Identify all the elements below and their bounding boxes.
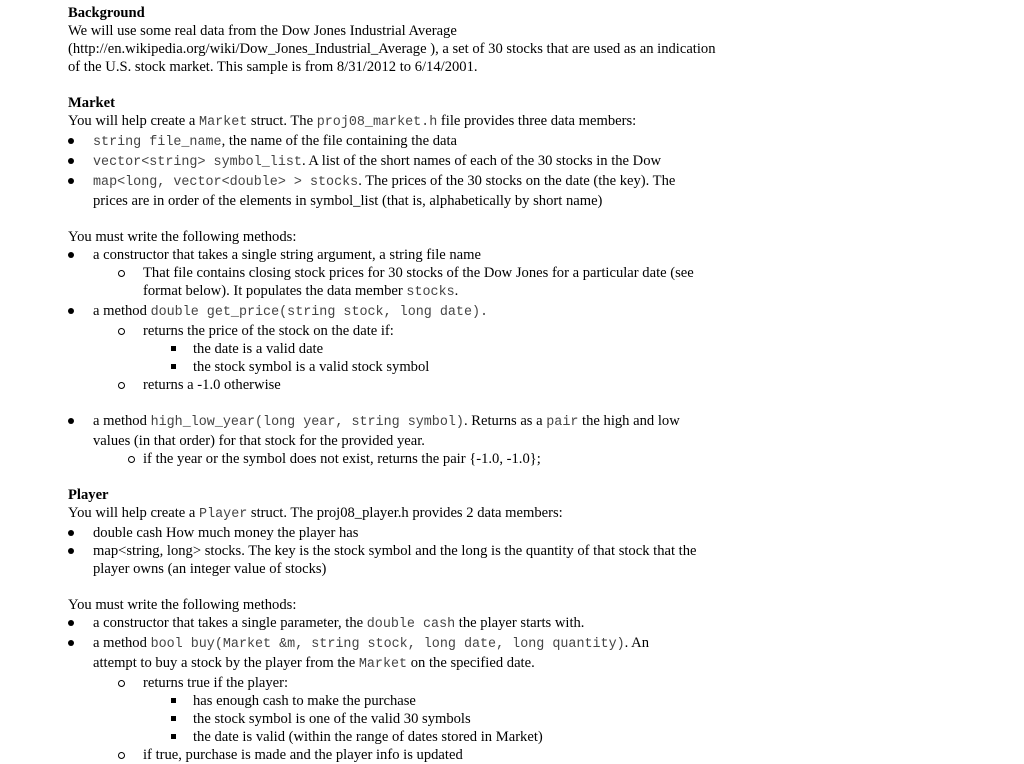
- square-bullet-icon: [171, 716, 176, 721]
- buy-sub2: if true, purchase is made and the player info is updated: [68, 746, 768, 764]
- market-member-symbol-list: vector<string> symbol_list. A list of the short names of each of the 30 stocks in the Dow: [68, 152, 768, 172]
- bullet-icon: [68, 138, 74, 144]
- circle-bullet-icon: [118, 328, 125, 335]
- square-bullet-icon: [171, 346, 176, 351]
- bullet-icon: [68, 620, 74, 626]
- circle-bullet-icon: [118, 382, 125, 389]
- bullet-icon: [68, 252, 74, 258]
- market-get-price: a method double get_price(string stock, long date).: [68, 302, 768, 322]
- buy-sub1: returns true if the player:: [68, 674, 768, 692]
- player-buy-cont: attempt to buy a stock by the player from the Market on the specified date.: [93, 655, 535, 672]
- market-member-file-name: string file_name, the name of the file containing the data: [68, 132, 768, 152]
- player-methods-intro: You must write the following methods:: [68, 597, 297, 613]
- square-bullet-icon: [171, 364, 176, 369]
- player-heading: Player: [68, 487, 109, 503]
- player-buy: a method bool buy(Market &m, string stock, long date, long quantity). An: [68, 634, 768, 654]
- bullet-icon: [68, 530, 74, 536]
- player-ctor: a constructor that takes a single parameter, the double cash the player starts with.: [68, 614, 768, 634]
- document-page: [68, 4, 768, 764]
- circle-bullet-icon: [118, 270, 125, 277]
- get-price-sub2: returns a -1.0 otherwise: [68, 376, 768, 394]
- bullet-icon: [68, 158, 74, 164]
- market-high-low-year: a method high_low_year(long year, string symbol). Returns as a pair the high and low: [68, 412, 768, 432]
- buy-cond-2: the stock symbol is one of the valid 30 symbols: [68, 710, 768, 728]
- circle-bullet-icon: [128, 456, 135, 463]
- background-line-2: (http://en.wikipedia.org/wiki/Dow_Jones_Industrial_Average ), a set of 30 stocks that are used as an indication: [68, 41, 716, 57]
- bullet-icon: [68, 418, 74, 424]
- bullet-icon: [68, 548, 74, 554]
- player-member-stocks-cont: player owns (an integer value of stocks): [93, 561, 327, 577]
- high-low-cont: values (in that order) for that stock for the provided year.: [93, 433, 425, 449]
- bullet-icon: [68, 640, 74, 646]
- background-line-3: of the U.S. stock market. This sample is from 8/31/2012 to 6/14/2001.: [68, 59, 478, 75]
- market-member-stocks-cont: prices are in order of the elements in symbol_list (that is, alphabetically by short name): [93, 193, 603, 209]
- buy-cond-1: has enough cash to make the purchase: [68, 692, 768, 710]
- market-methods-intro: You must write the following methods:: [68, 229, 297, 245]
- high-low-sub: if the year or the symbol does not exist, returns the pair {-1.0, -1.0};: [68, 450, 768, 468]
- square-bullet-icon: [171, 698, 176, 703]
- bullet-icon: [68, 178, 74, 184]
- get-price-cond-1: the date is a valid date: [68, 340, 768, 358]
- player-intro: You will help create a Player struct. The proj08_player.h provides 2 data members:: [68, 505, 563, 522]
- background-line-1: We will use some real data from the Dow Jones Industrial Average: [68, 23, 457, 39]
- background-heading: Background: [68, 5, 145, 21]
- market-ctor-sub: That file contains closing stock prices for 30 stocks of the Dow Jones for a particular date (see: [68, 264, 768, 282]
- buy-cond-3: the date is valid (within the range of dates stored in Market): [68, 728, 768, 746]
- player-member-stocks: map<string, long> stocks. The key is the stock symbol and the long is the quantity of that stock that the: [68, 542, 768, 560]
- circle-bullet-icon: [118, 752, 125, 759]
- market-heading: Market: [68, 95, 116, 111]
- market-intro: You will help create a Market struct. The proj08_market.h file provides three data members:: [68, 113, 637, 130]
- bullet-icon: [68, 308, 74, 314]
- player-member-cash: double cash How much money the player has: [68, 524, 768, 542]
- market-member-stocks: map<long, vector<double> > stocks. The prices of the 30 stocks on the date (the key). The: [68, 172, 768, 192]
- market-ctor: a constructor that takes a single string argument, a string file name: [68, 246, 768, 264]
- circle-bullet-icon: [118, 680, 125, 687]
- market-ctor-sub-cont: format below). It populates the data member stocks.: [143, 283, 459, 300]
- get-price-sub1: returns the price of the stock on the date if:: [68, 322, 768, 340]
- get-price-cond-2: the stock symbol is a valid stock symbol: [68, 358, 768, 376]
- square-bullet-icon: [171, 734, 176, 739]
